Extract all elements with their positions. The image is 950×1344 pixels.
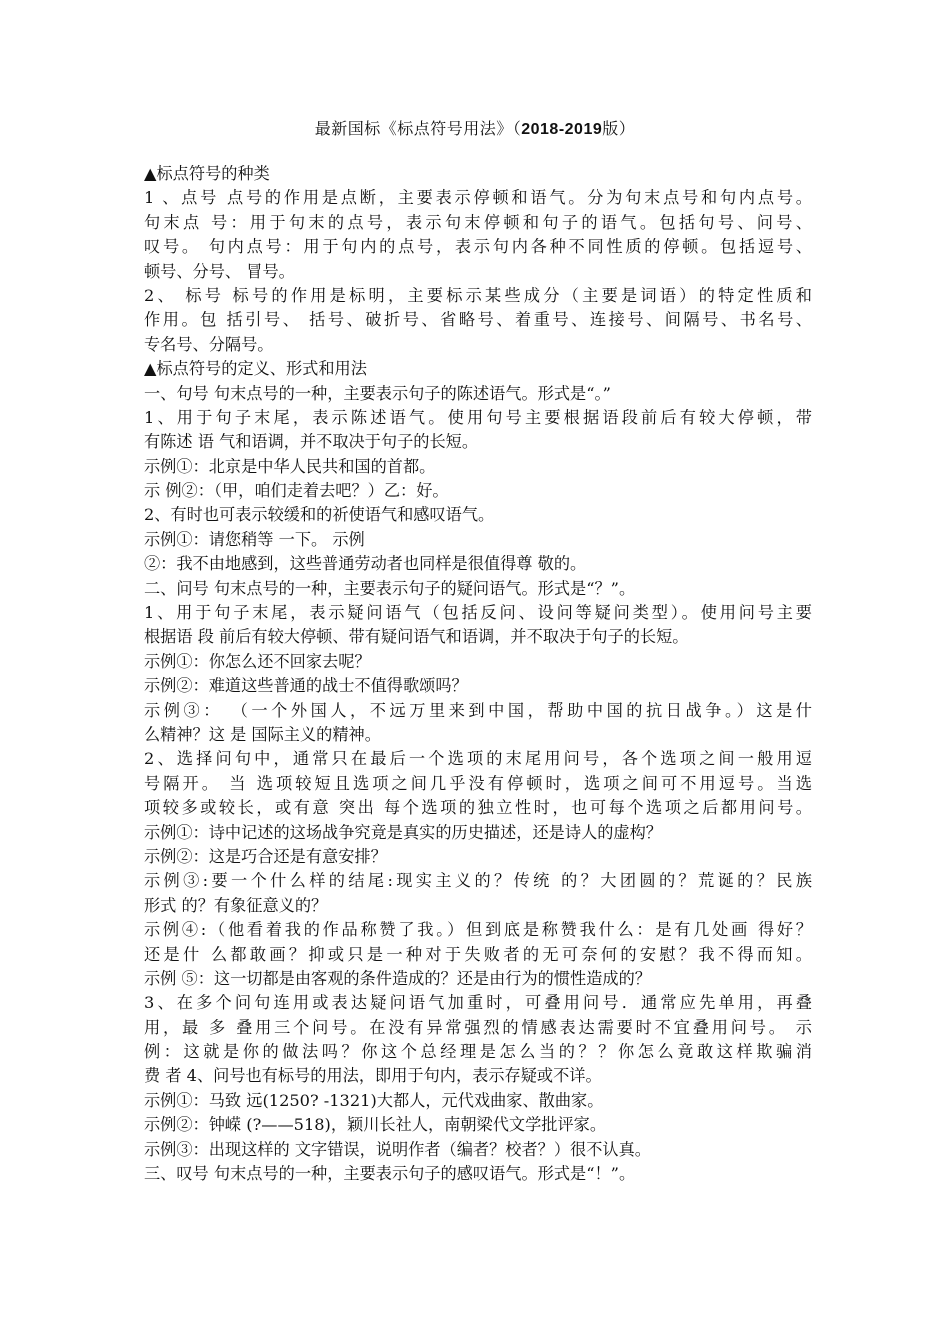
text-line: 示例④:（他看着我的作品称赞了我。）但到底是称赞我什么：是有几处画 得好？ xyxy=(144,920,812,940)
text-line: 示 例②：（甲，咱们走着去吧？）乙：好。 xyxy=(144,481,449,501)
text-line: 示例②：钟嵘 (?——518)，颖川长社人，南朝梁代文学批评家。 xyxy=(144,1115,607,1135)
text-line: 1、用于句子末尾，表示陈述语气。使用句号主要根据语段前后有较大停顿，带 xyxy=(144,407,812,427)
text-line: 示例②：这是巧合还是有意安排？ xyxy=(144,846,387,866)
document-body xyxy=(144,162,812,1186)
text-line: 2、 标号 标号的作用是标明，主要标示某些成分（主要是词语）的特定性质和 xyxy=(144,285,812,305)
text-line: 么精神？这 是 国际主义的精神。 xyxy=(144,724,381,744)
text-line: 示例②：难道这些普通的战士不值得歌颂吗？ xyxy=(144,676,468,696)
text-line: 2、有时也可表示较缓和的祈使语气和感叹语气。 xyxy=(144,505,495,525)
text-line: 示例③：出现这样的 文字错误，说明作者（编者？校者？）很不认真。 xyxy=(144,1139,651,1159)
text-line: 3、在多个问句连用或表达疑问语气加重时，可叠用问号．通常应先单用，再叠 xyxy=(144,993,812,1013)
text-line: 用，最 多 叠用三个问号。在没有异常强烈的情感表达需要时不宜叠用问号。 示 xyxy=(144,1017,812,1037)
text-line: ▲标点符号的定义、形式和用法 xyxy=(144,359,367,379)
text-line: 一、句号 句末点号的一种，主要表示句子的陈述语气。形式是“。” xyxy=(144,383,611,403)
text-line: 有陈述 语 气和语调，并不取决于句子的长短。 xyxy=(144,432,479,452)
text-line: 例：这就是你的做法吗？你这个总经理是怎么当的？？你怎么竟敢这样欺骗消 xyxy=(144,1042,812,1062)
text-line: 示例①：请您稍等 一下。 示例 xyxy=(144,529,365,549)
text-line: 示例③： （一个外国人，不远万里来到中国，帮助中国的抗日战争。）这是什 xyxy=(144,700,812,720)
text-line: 示例①：你怎么还不回家去呢？ xyxy=(144,651,371,671)
text-line: 根据语 段 前后有较大停顿、带有疑问语气和语调，并不取决于句子的长短。 xyxy=(144,627,689,647)
text-line: 形式 的？有象征意义的？ xyxy=(144,895,328,915)
text-line: 句末点 号：用于句末的点号，表示句末停顿和句子的语气。包括句号、问号、 xyxy=(144,212,812,232)
text-line: 三、叹号 句末点号的一种，主要表示句子的感叹语气。形式是“！”。 xyxy=(144,1164,636,1184)
title-suffix: 版） xyxy=(602,119,636,138)
text-line: 费 者 4、问号也有标号的用法，即用于句内，表示存疑或不详。 xyxy=(144,1066,602,1086)
text-line: 示例①：马致 远(1250? -1321)大都人，元代戏曲家、散曲家。 xyxy=(144,1090,604,1110)
text-line: 作用。包 括引号、 括号、破折号、省略号、着重号、连接号、间隔号、书名号、 xyxy=(144,310,812,330)
text-line: ▲标点符号的种类 xyxy=(144,164,270,183)
text-line: 1、用于句子末尾，表示疑问语气（包括反问、设问等疑问类型）。使用问号主要 xyxy=(144,603,812,623)
text-line: 还是什 么都敢画？抑或只是一种对于失败者的无可奈何的安慰？我不得而知。 xyxy=(144,944,812,964)
text-line: 示例①：北京是中华人民共和国的首都。 xyxy=(144,456,436,476)
text-line: 2、选择问句中，通常只在最后一个选项的末尾用问号，各个选项之间一般用逗 xyxy=(144,749,812,769)
text-line: 专名号、分隔号。 xyxy=(144,334,274,354)
document-title xyxy=(0,116,950,139)
text-line: 项较多或较长，或有意 突出 每个选项的独立性时，也可每个选项之后都用问号。 xyxy=(144,798,812,818)
text-line: 二、问号 句末点号的一种，主要表示句子的疑问语气。形式是“？”。 xyxy=(144,578,636,598)
text-line: 叹号。 句内点号：用于句内的点号，表示句内各种不同性质的停顿。包括逗号、 xyxy=(144,237,812,257)
text-line: 顿号、分号、 冒号。 xyxy=(144,261,295,281)
text-line: 1 、点号 点号的作用是点断，主要表示停顿和语气。分为句末点号和句内点号。 xyxy=(144,188,812,208)
text-line: 示例③:要一个什么样的结尾:现实主义的？传统 的？大团圆的？荒诞的？民族 xyxy=(144,871,812,891)
text-line: 号隔开。 当 选项较短且选项之间几乎没有停顿时，选项之间可不用逗号。当选 xyxy=(144,773,812,793)
text-line: 示例①：诗中记述的这场战争究竟是真实的历史描述，还是诗人的虚构？ xyxy=(144,822,662,842)
title-prefix: 最新国标《标点符号用法》（ xyxy=(314,119,522,138)
text-line: 示例 ⑤：这一切都是由客观的条件造成的？还是由行为的惯性造成的？ xyxy=(144,968,651,988)
title-year: 2018-2019 xyxy=(521,121,603,138)
text-line: ②：我不由地感到，这些普通劳动者也同样是很值得尊 敬的。 xyxy=(144,554,587,574)
